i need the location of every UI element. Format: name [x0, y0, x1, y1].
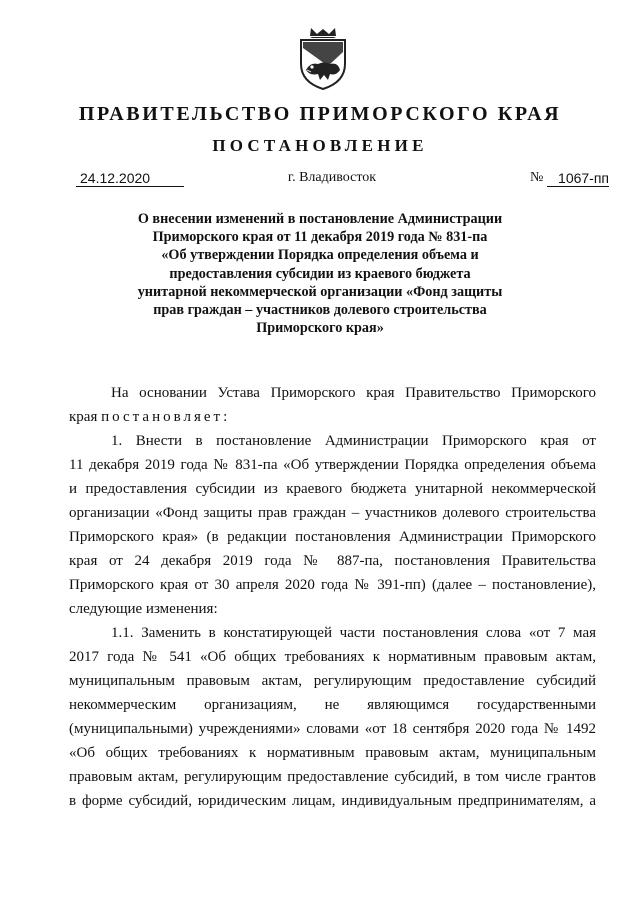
subject-line: прав граждан – участников долевого строительства [153, 302, 487, 319]
document-number-label: № [530, 170, 544, 185]
paragraph-line: 2017 года № 541 «Об общих требованиях к нормативным правовым актам, [69, 649, 596, 665]
subject-line: Приморского края от 11 декабря 2019 года № 831-па [152, 229, 488, 246]
document-type: ПОСТАНОВЛЕНИЕ [212, 136, 428, 155]
paragraph-line: Приморского края от 30 апреля 2020 года № 391-пп) (далее – постановление), [69, 577, 596, 593]
paragraph-line: муниципальным правовым актам, регулирующим предоставление субсидий [69, 673, 596, 689]
subject-line: «Об утверждении Порядка определения объема и [161, 247, 479, 264]
subject-line: предоставления субсидии из краевого бюджета [169, 265, 471, 282]
paragraph-line: «Об общих требованиях к нормативным правовым актам, муниципальным [69, 745, 596, 761]
subject-line: О внесении изменений в постановление Администрации [137, 211, 503, 227]
paragraph-line: 1. Внести в постановление Администрации Приморского края от [111, 433, 596, 449]
paragraph-line: правовым актам, регулирующим предоставление субсидий, в том числе грантов [69, 769, 596, 785]
paragraph-line: и предоставления субсидии из краевого бюджета унитарной некоммерческой [69, 481, 596, 497]
body-text: края [69, 409, 98, 425]
paragraph-line: 1.1. Заменить в констатирующей части постановления слова «от 7 мая [111, 625, 596, 641]
decree-keyword: постановляет: [101, 409, 231, 425]
paragraph-line: 11 декабря 2019 года № 831-па «Об утверждении Порядка определения объема [69, 457, 596, 473]
paragraph-line: Приморского края» (в редакции постановления Администрации Приморского [69, 529, 596, 545]
document-city: г. Владивосток [287, 170, 377, 185]
paragraph-line: (муниципальными) учреждениями» словами «от 18 сентября 2020 года № 1492 [69, 721, 596, 737]
document-date: 24.12.2020 [76, 170, 184, 187]
government-title: ПРАВИТЕЛЬСТВО ПРИМОРСКОГО КРАЯ [78, 103, 562, 125]
paragraph-line: организации «Фонд защиты прав граждан – участников долевого строительства [69, 505, 596, 521]
paragraph-line [69, 405, 596, 429]
document-number: 1067-пп [547, 170, 609, 187]
paragraph-line: некоммерческим организациям, не являющимся государственными [69, 697, 596, 713]
subject-line: Приморского края» [256, 320, 384, 337]
coat-of-arms-icon [298, 26, 348, 92]
paragraph-line: в форме субсидий, юридическим лицам, индивидуальным предпринимателям, а [69, 793, 596, 809]
paragraph-line: На основании Устава Приморского края Правительство Приморского [111, 385, 596, 401]
paragraph-line: края от 24 декабря 2019 года № 887-па, постановления Правительства [69, 553, 596, 569]
document-body [69, 381, 596, 813]
subject-line: унитарной некоммерческой организации «Фонд защиты [137, 283, 503, 300]
paragraph-line: следующие изменения: [69, 601, 218, 617]
document-subject [110, 210, 530, 337]
